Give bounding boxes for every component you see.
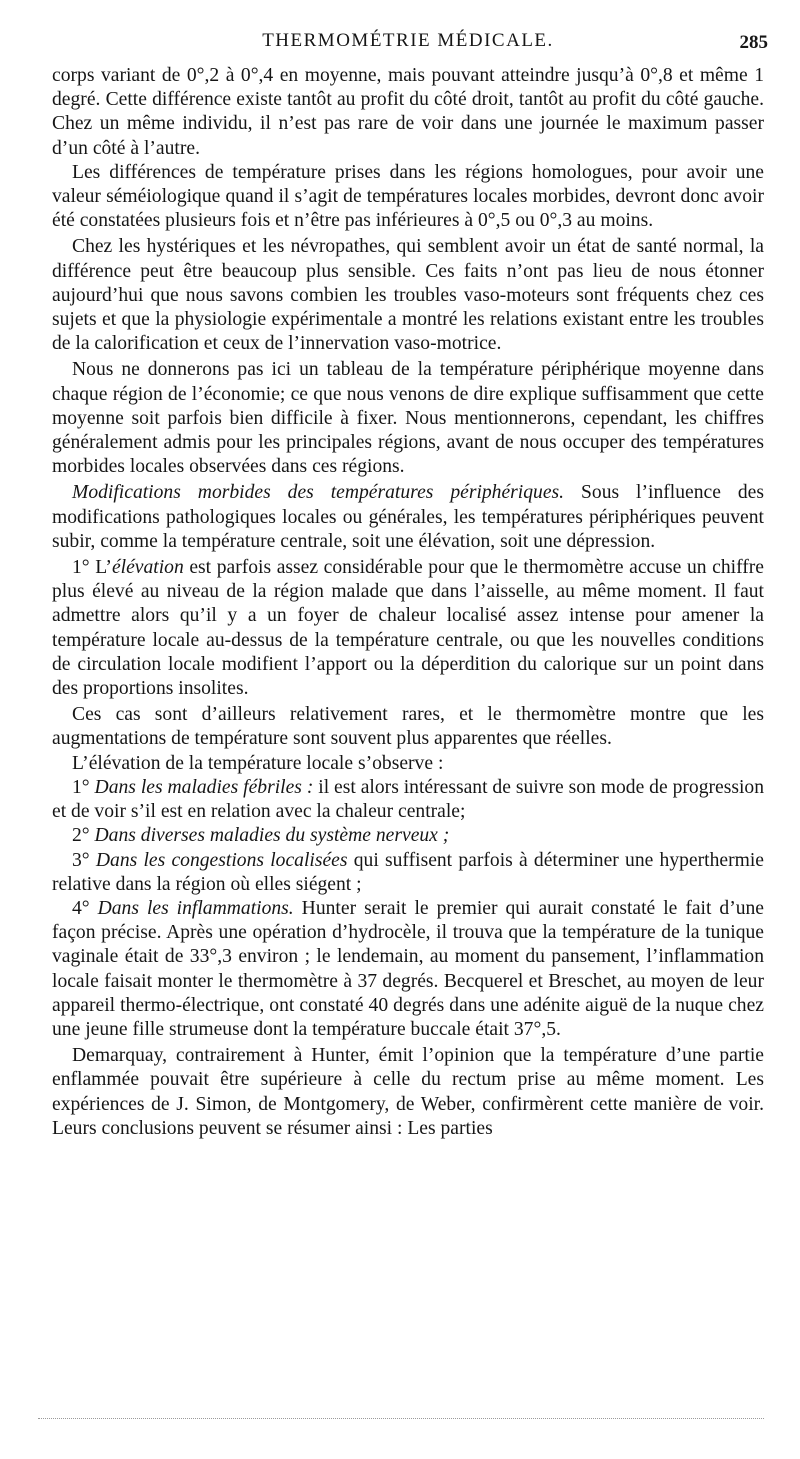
list-item-febrile: 1° Dans les maladies fébriles : il est alors intéressant de suivre son mode de progression et de voir s’il est en relation avec la chaleur centrale; — [52, 776, 765, 823]
page-header — [0, 30, 800, 60]
paragraph-observed-in: L’élévation de la température locale s’observe : — [72, 752, 444, 774]
paragraph-regional-differences: Les différences de température prises dans les régions homologues, pour avoir une valeur séméiologique quand il s’agit de températures locales morbides, devront donc avoir été constatées plusieurs fois et n’être pas inférieures à 0°,5 ou 0°,3 au moins. — [52, 161, 764, 232]
list-item-congestions: 3° Dans les congestions localisées qui suffisent parfois à déterminer une hyperthermie relative dans la région où elles siégent ; — [52, 849, 765, 895]
list-item-inflammations: 4° Dans les inflammations. Hunter serait le premier qui aurait constaté le fait d’une façon précise. Après une opération d’hydrocèle, il trouva que la température de la tunique vaginale était de 33°,3 environ ; le lendemain, au moment du pansement, l’inflammation locale faisait monter le thermomètre à 37 degrés. Becquerel et Breschet, au moyen de leur appareil thermo-électrique, ont constaté 40 degrés dans une adénite aiguë de la nuque chez une jeune fille strumeuse dont la température buccale était 37°,5. — [52, 897, 765, 1040]
running-title: THERMOMÉTRIE MÉDICALE. — [262, 30, 554, 51]
paragraph-continuation: corps variant de 0°,2 à 0°,4 en moyenne, mais pouvant atteindre jusqu’à 0°,8 et même 1 degré. Cette différence existe tantôt au profit du côté droit, tantôt au profit du côté gauche. Chez un même individu, il n’est pas rare de voir dans une journée le maximum passer d’un côté à l’autre. — [52, 65, 764, 159]
paragraph-rare-cases: Ces cas sont d’ailleurs relativement rares, et le thermomètre montre que les augmentations de température sont souvent plus apparentes que réelles. — [52, 704, 764, 750]
paragraph-morbid-modifications: Modifications morbides des températures périphériques. Sous l’influence des modifications pathologiques locales ou générales, les températures périphériques peuvent subir, comme la température centrale, soit une élévation, soit une dépression. — [52, 482, 764, 552]
paragraph-peripheral-table: Nous ne donnerons pas ici un tableau de la température périphérique moyenne dans chaque région de l’économie; ce que nous venons de dire explique suffisamment que cette moyenne soit parfois bien difficile à fixer. Nous mentionnerons, cependant, les chiffres généralement admis pour les principales régions, avant de nous occuper des températures morbides locales observées dans ces régions. — [52, 359, 764, 478]
page-number: 285 — [739, 32, 768, 53]
list-item-nervous: 2° Dans diverses maladies du système nerveux ; — [72, 825, 450, 847]
section-heading: Modifications morbides des températures périphériques. — [72, 482, 565, 504]
paragraph-demarquay: Demarquay, contrairement à Hunter, émit l’opinion que la température d’une partie enflammée pouvait être supérieure à celle du rectum prise au même moment. Les expériences de J. Simon, de Montgomery, de Weber, confirmèrent cette manière de voir. Leurs conclusions peuvent se résumer ainsi : Les parties — [52, 1045, 764, 1139]
paragraph-hysterics: Chez les hystériques et les névropathes, qui semblent avoir un état de santé normal, la différence peut être beaucoup plus sensible. Ces faits n’ont pas lieu de nous étonner aujourd’hui que nous savons combien les troubles vaso-moteurs sont fréquents chez ces sujets et que la physiologie expérimentale a montré les relations existant entre les troubles de la calorification et ceux de l’innervation vaso-motrice. — [52, 236, 764, 355]
footer-dotted-rule — [38, 1418, 764, 1419]
paragraph-elevation: 1° L’élévation est parfois assez considérable pour que le thermomètre accuse un chiffre plus élevé au niveau de la région malade que dans l’aisselle, au même moment. Il faut admettre alors qu’il y a un foyer de chaleur localisé assez intense pour amener la température locale au-dessus de la température centrale, ou que les nouvelles conditions de circulation locale modifient l’apport ou la déperdition du calorique sur un point dans des proportions insolites. — [52, 557, 764, 700]
body-text — [52, 64, 764, 1143]
